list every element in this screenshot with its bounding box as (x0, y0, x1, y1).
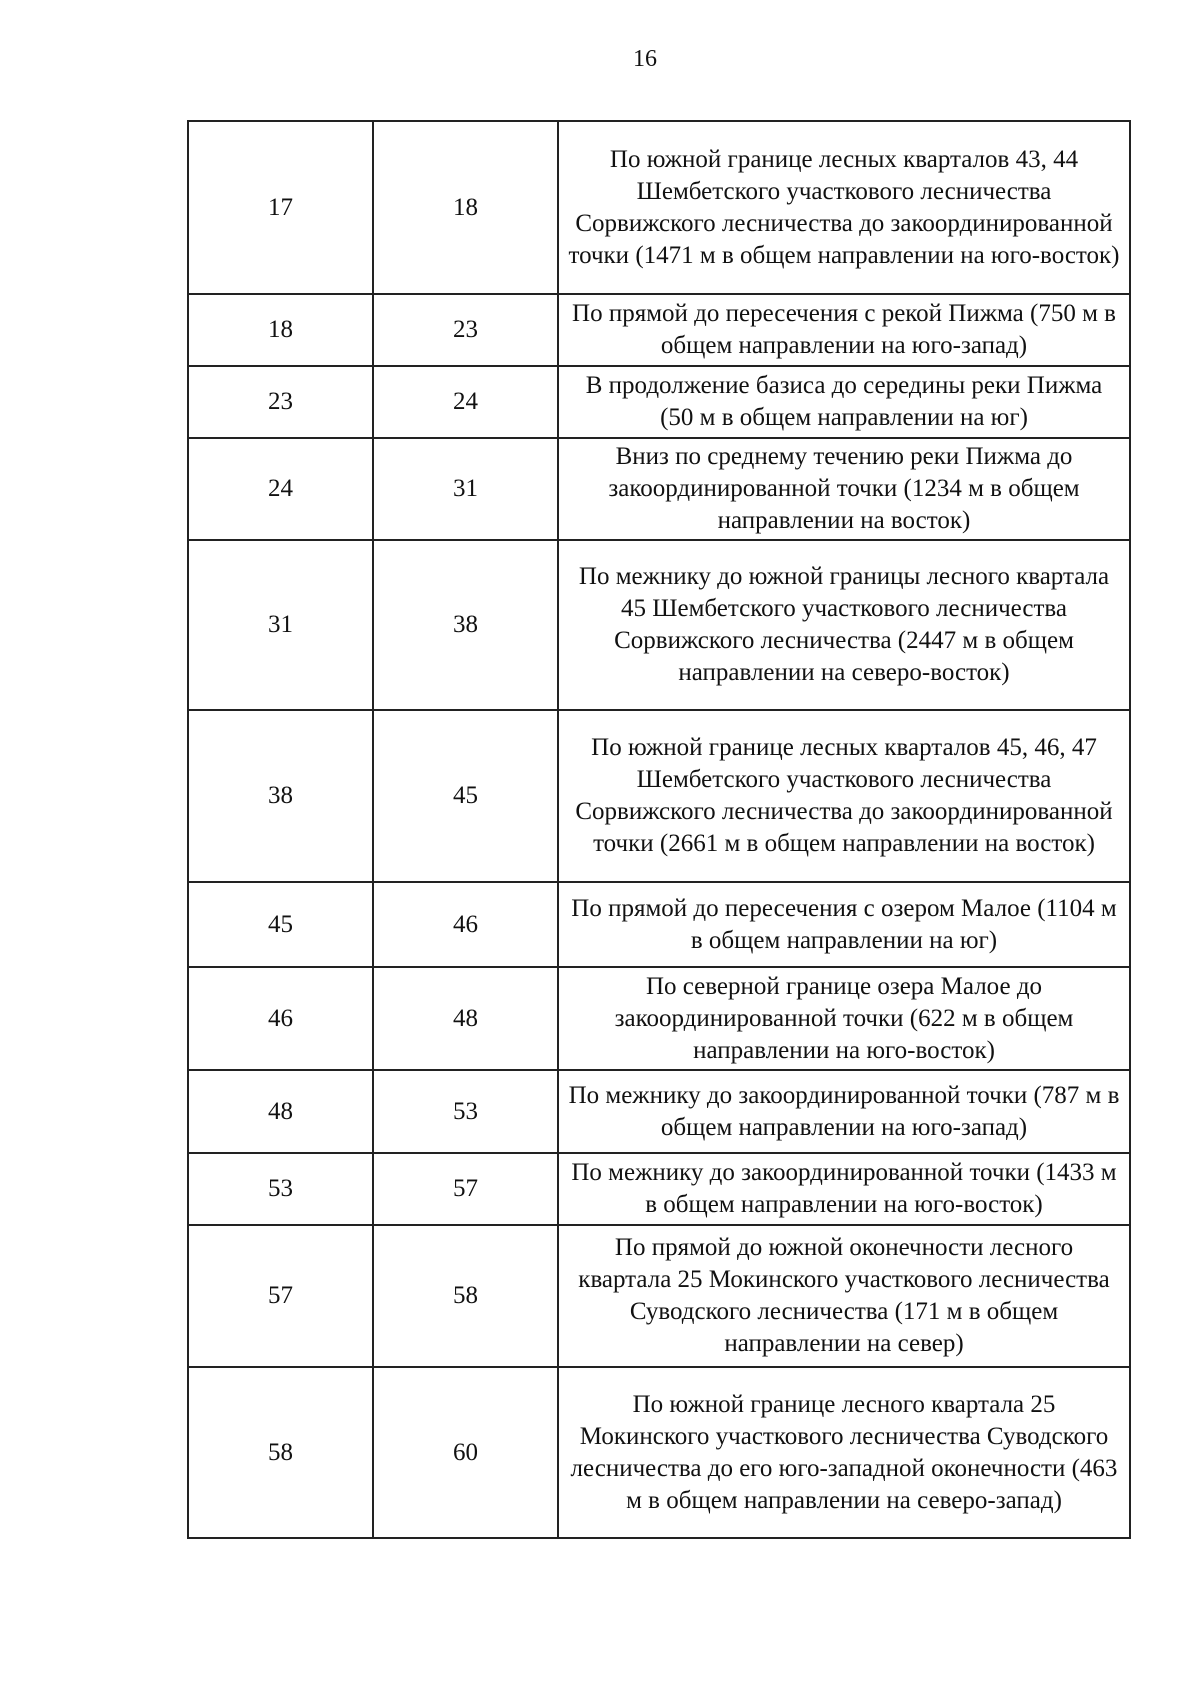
from-point: 24 (188, 438, 373, 540)
from-point: 18 (188, 294, 373, 366)
from-point: 46 (188, 967, 373, 1070)
table-row (188, 438, 1130, 540)
from-point: 57 (188, 1225, 373, 1367)
boundary-description: По межнику до южной границы лесного квартала 45 Шембетского участкового лесничества Сорвижского лесничества (2447 м в общем направлении на северо-восток) (558, 540, 1130, 710)
boundary-description: В продолжение базиса до середины реки Пижма (50 м в общем направлении на юг) (558, 366, 1130, 438)
to-point: 31 (373, 438, 558, 540)
to-point: 45 (373, 710, 558, 882)
from-point: 17 (188, 121, 373, 294)
to-point: 23 (373, 294, 558, 366)
table-row (188, 294, 1130, 366)
boundary-description: По северной границе озера Малое до закоординированной точки (622 м в общем направлении на юго-восток) (558, 967, 1130, 1070)
table-row (188, 366, 1130, 438)
to-point: 58 (373, 1225, 558, 1367)
boundary-description: По прямой до пересечения с рекой Пижма (750 м в общем направлении на юго-запад) (558, 294, 1130, 366)
page-number: 16 (633, 46, 657, 72)
boundary-description: По прямой до южной оконечности лесного квартала 25 Мокинского участкового лесничества Суводского лесничества (171 м в общем направлении на север) (558, 1225, 1130, 1367)
table-row (188, 967, 1130, 1070)
to-point: 60 (373, 1367, 558, 1538)
from-point: 48 (188, 1070, 373, 1153)
table-row (188, 1367, 1130, 1538)
boundary-table (187, 120, 1131, 1539)
to-point: 48 (373, 967, 558, 1070)
boundary-description: По южной границе лесного квартала 25 Мокинского участкового лесничества Суводского лесничества до его юго-западной оконечности (463 м в общем направлении на северо-запад) (558, 1367, 1130, 1538)
table-row (188, 1070, 1130, 1153)
from-point: 58 (188, 1367, 373, 1538)
from-point: 38 (188, 710, 373, 882)
boundary-description: По южной границе лесных кварталов 45, 46, 47 Шембетского участкового лесничества Сорвижского лесничества до закоординированной точки (2661 м в общем направлении на восток) (558, 710, 1130, 882)
to-point: 46 (373, 882, 558, 967)
to-point: 53 (373, 1070, 558, 1153)
boundary-description: По межнику до закоординированной точки (1433 м в общем направлении на юго-восток) (558, 1153, 1130, 1225)
table-row (188, 882, 1130, 967)
to-point: 38 (373, 540, 558, 710)
table-row (188, 1225, 1130, 1367)
boundary-description: Вниз по среднему течению реки Пижма до закоординированной точки (1234 м в общем направлении на восток) (558, 438, 1130, 540)
table-row (188, 121, 1130, 294)
from-point: 23 (188, 366, 373, 438)
from-point: 31 (188, 540, 373, 710)
from-point: 53 (188, 1153, 373, 1225)
to-point: 18 (373, 121, 558, 294)
table-row (188, 710, 1130, 882)
boundary-description: По южной границе лесных кварталов 43, 44 Шембетского участкового лесничества Сорвижского лесничества до закоординированной точки (1471 м в общем направлении на юго-восток) (558, 121, 1130, 294)
to-point: 57 (373, 1153, 558, 1225)
table-row (188, 1153, 1130, 1225)
table-row (188, 540, 1130, 710)
boundary-description: По межнику до закоординированной точки (787 м в общем направлении на юго-запад) (558, 1070, 1130, 1153)
to-point: 24 (373, 366, 558, 438)
from-point: 45 (188, 882, 373, 967)
boundary-description: По прямой до пересечения с озером Малое (1104 м в общем направлении на юг) (558, 882, 1130, 967)
